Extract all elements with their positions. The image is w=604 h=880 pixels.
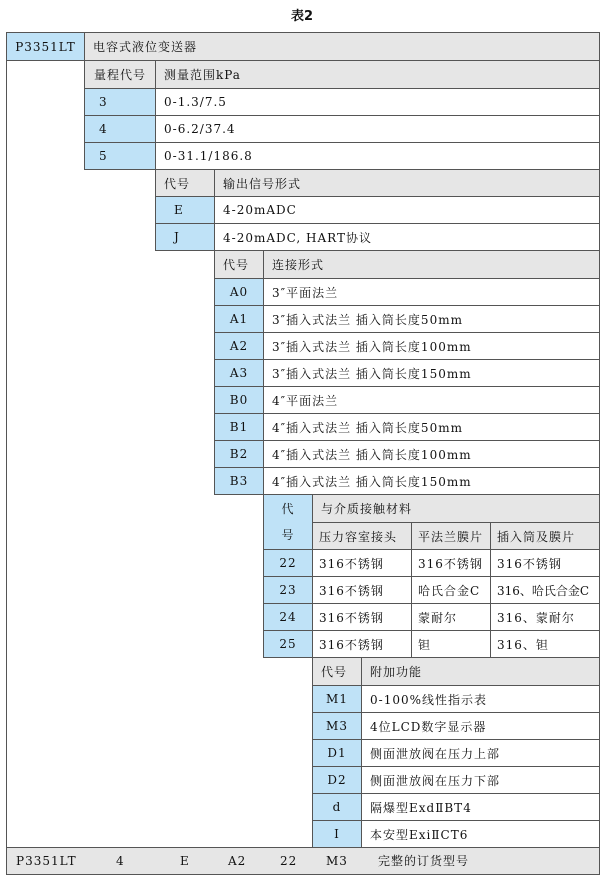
table-caption: 表2 (290, 9, 314, 24)
material-25-c2: 钽 (411, 630, 491, 658)
material-22-c1: 316不锈钢 (312, 549, 412, 577)
range-desc-3: 0-1.3/7.5 (155, 88, 600, 116)
connection-desc-B0: 4″平面法兰 (263, 386, 600, 414)
extra-desc-D2: 侧面泄放阀在压力下部 (361, 766, 600, 794)
extra-code-I: I (312, 820, 362, 848)
extra-code-d: d (312, 793, 362, 821)
connection-desc-B3: 4″插入式法兰 插入筒长度150mm (263, 467, 600, 495)
material-23-c3: 316、哈氏合金C (490, 576, 600, 604)
connection-desc-A1: 3″插入式法兰 插入筒长度50mm (263, 305, 600, 333)
material-code-24: 24 (263, 603, 313, 631)
connection-desc-A3: 3″插入式法兰 插入筒长度150mm (263, 359, 600, 387)
example-model: P3351LT (16, 854, 77, 868)
material-24-c1: 316不锈钢 (312, 603, 412, 631)
extra-desc-M1: 0-100%线性指示表 (361, 685, 600, 713)
model-name: 电容式液位变送器 (84, 32, 600, 61)
material-code-header-line2: 号 (281, 528, 295, 542)
range-desc-header: 测量范围kPa (155, 60, 600, 89)
range-desc-5: 0-31.1/186.8 (155, 142, 600, 170)
example-row (6, 847, 600, 875)
extra-code-M1: M1 (312, 685, 362, 713)
material-24-c3: 316、蒙耐尔 (490, 603, 600, 631)
connection-desc-header: 连接形式 (263, 250, 600, 279)
connection-desc-A2: 3″插入式法兰 插入筒长度100mm (263, 332, 600, 360)
connection-desc-B2: 4″插入式法兰 插入筒长度100mm (263, 440, 600, 468)
extra-desc-I: 本安型ExiⅡCT6 (361, 820, 600, 848)
connection-code-B0: B0 (214, 386, 264, 414)
range-code-5: 5 (84, 142, 156, 170)
extra-code-D2: D2 (312, 766, 362, 794)
extra-code-D1: D1 (312, 739, 362, 767)
range-code-header: 量程代号 (84, 60, 156, 89)
range-code-4: 4 (84, 115, 156, 143)
material-group-header: 与介质接触材料 (312, 494, 600, 523)
example-connection: A2 (228, 854, 247, 868)
signal-desc-E: 4-20mADC (214, 196, 600, 224)
extra-code-M3: M3 (312, 712, 362, 740)
signal-code-E: E (155, 196, 215, 224)
example-extra: M3 (326, 854, 348, 868)
material-22-c3: 316不锈钢 (490, 549, 600, 577)
example-signal: E (180, 854, 190, 868)
signal-desc-J: 4-20mADC, HART协议 (214, 223, 600, 251)
material-23-c1: 316不锈钢 (312, 576, 412, 604)
material-code-header-line1: 代 (281, 502, 295, 516)
connection-code-header: 代号 (214, 250, 264, 279)
connection-code-B2: B2 (214, 440, 264, 468)
material-23-c2: 哈氏合金C (411, 576, 491, 604)
extra-desc-M3: 4位LCD数字显示器 (361, 712, 600, 740)
material-code-25: 25 (263, 630, 313, 658)
material-25-c1: 316不锈钢 (312, 630, 412, 658)
material-col3-header: 插入筒及膜片 (490, 522, 600, 550)
material-col2-header: 平法兰膜片 (411, 522, 491, 550)
material-25-c3: 316、钽 (490, 630, 600, 658)
connection-desc-B1: 4″插入式法兰 插入筒长度50mm (263, 413, 600, 441)
connection-code-A0: A0 (214, 278, 264, 306)
connection-code-B1: B1 (214, 413, 264, 441)
example-material: 22 (280, 854, 298, 868)
material-code-header (263, 494, 313, 550)
connection-desc-A0: 3″平面法兰 (263, 278, 600, 306)
signal-code-J: J (155, 223, 215, 251)
signal-desc-header: 输出信号形式 (214, 169, 600, 197)
example-label: 完整的订货型号 (378, 854, 470, 868)
range-code-3: 3 (84, 88, 156, 116)
signal-code-header: 代号 (155, 169, 215, 197)
material-code-23: 23 (263, 576, 313, 604)
extra-desc-d: 隔爆型ExdⅡBT4 (361, 793, 600, 821)
extra-desc-header: 附加功能 (361, 657, 600, 686)
connection-code-A1: A1 (214, 305, 264, 333)
example-range: 4 (116, 854, 125, 868)
material-22-c2: 316不锈钢 (411, 549, 491, 577)
model-code: P3351LT (6, 32, 85, 61)
connection-code-B3: B3 (214, 467, 264, 495)
material-col1-header: 压力容室接头 (312, 522, 412, 550)
extra-code-header: 代号 (312, 657, 362, 686)
connection-code-A3: A3 (214, 359, 264, 387)
material-code-22: 22 (263, 549, 313, 577)
range-desc-4: 0-6.2/37.4 (155, 115, 600, 143)
extra-desc-D1: 侧面泄放阀在压力上部 (361, 739, 600, 767)
material-24-c2: 蒙耐尔 (411, 603, 491, 631)
connection-code-A2: A2 (214, 332, 264, 360)
